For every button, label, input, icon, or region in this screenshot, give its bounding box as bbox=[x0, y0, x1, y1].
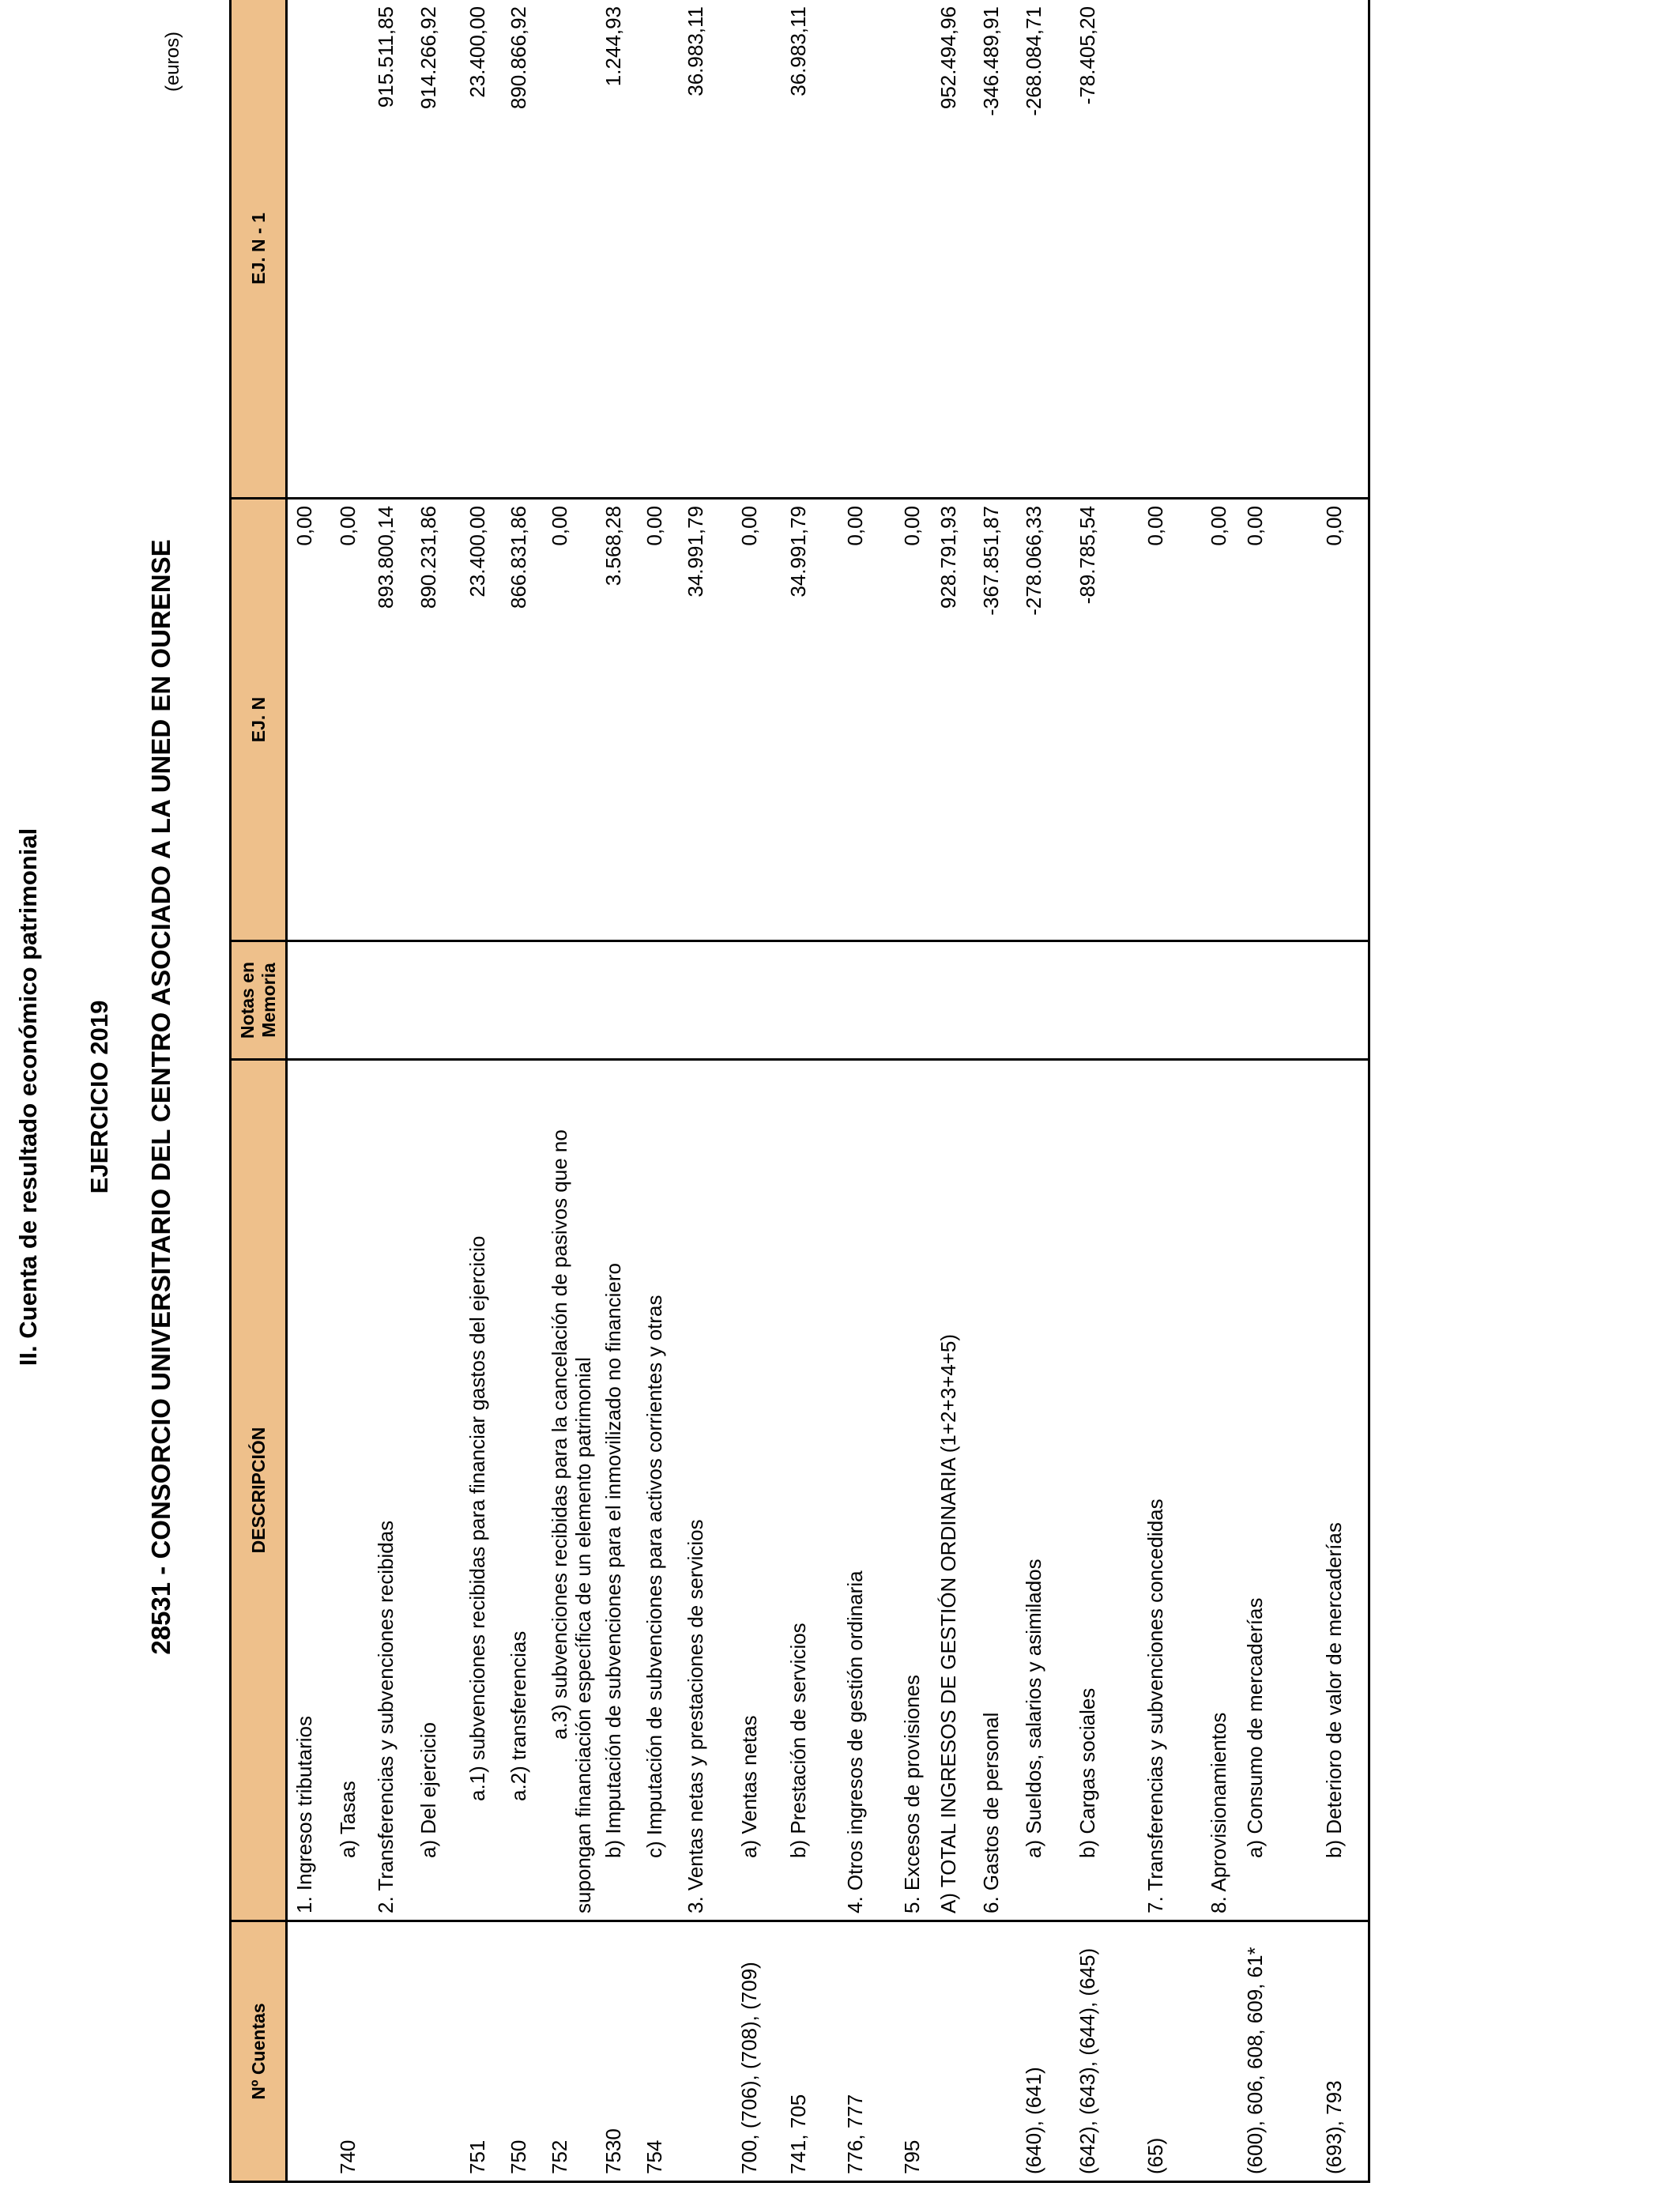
fiscal-year: EJERCICIO 2019 bbox=[85, 1000, 113, 1194]
account-codes: 754 bbox=[642, 1921, 684, 2182]
value-ej-n1: 36.983,11 bbox=[684, 0, 737, 499]
account-codes bbox=[374, 1921, 416, 2182]
account-codes: (600), 606, 608, 609, 61* bbox=[1243, 1921, 1322, 2182]
value-ej-n1 bbox=[642, 0, 684, 499]
row-description: a) Del ejercicio bbox=[416, 1060, 465, 1921]
value-ej-n1: -78.405,20 bbox=[1075, 0, 1143, 499]
value-ej-n1 bbox=[1143, 0, 1207, 499]
value-ej-n1 bbox=[737, 0, 786, 499]
value-ej-n: 0,00 bbox=[1207, 499, 1243, 941]
table-row bbox=[936, 0, 979, 2182]
table-row bbox=[1243, 0, 1322, 2182]
row-description: A) TOTAL INGRESOS DE GESTIÓN ORDINARIA (1+2+3+4+5) bbox=[936, 1060, 979, 1921]
account-codes: (65) bbox=[1143, 1921, 1207, 2182]
notes-cell bbox=[601, 941, 642, 1060]
column-header-notes bbox=[231, 941, 287, 1060]
entity-name: 28531 - CONSORCIO UNIVERSITARIO DEL CENTRO ASOCIADO A LA UNED EN OURENSE bbox=[146, 539, 175, 1655]
value-ej-n: 0,00 bbox=[1243, 499, 1322, 941]
account-codes bbox=[684, 1921, 737, 2182]
value-ej-n: 866.831,86 bbox=[507, 499, 548, 941]
value-ej-n1: 23.400,00 bbox=[465, 0, 507, 499]
value-ej-n1: 915.511,85 bbox=[374, 0, 416, 499]
column-header-accounts: Nº Cuentas bbox=[231, 1921, 287, 2182]
value-ej-n1 bbox=[548, 0, 601, 499]
value-ej-n: 893.800,14 bbox=[374, 499, 416, 941]
account-codes: 751 bbox=[465, 1921, 507, 2182]
notes-cell bbox=[979, 941, 1022, 1060]
value-ej-n1: -346.489,91 bbox=[979, 0, 1022, 499]
value-ej-n: 0,00 bbox=[737, 499, 786, 941]
notes-cell bbox=[416, 941, 465, 1060]
table-row bbox=[1022, 0, 1075, 2182]
row-description: 1. Ingresos tributarios bbox=[287, 1060, 336, 1921]
notes-cell bbox=[1322, 941, 1369, 1060]
notes-cell bbox=[1207, 941, 1243, 1060]
row-description: 3. Ventas netas y prestaciones de servicios bbox=[684, 1060, 737, 1921]
notes-cell bbox=[465, 941, 507, 1060]
value-ej-n: 0,00 bbox=[843, 499, 900, 941]
column-header-description: DESCRIPCIÓN bbox=[231, 1060, 287, 1921]
value-ej-n: -89.785,54 bbox=[1075, 499, 1143, 941]
table-row bbox=[900, 0, 936, 2182]
account-codes bbox=[979, 1921, 1022, 2182]
value-ej-n1 bbox=[900, 0, 936, 499]
notes-cell bbox=[336, 941, 374, 1060]
table-row bbox=[737, 0, 786, 2182]
table-row bbox=[1143, 0, 1207, 2182]
notes-cell bbox=[1143, 941, 1207, 1060]
value-ej-n: 0,00 bbox=[1143, 499, 1207, 941]
table-row bbox=[374, 0, 416, 2182]
row-description: c) Imputación de subvenciones para activos corrientes y otras bbox=[642, 1060, 684, 1921]
column-header-ej-n1: EJ. N - 1 bbox=[231, 0, 287, 499]
income-statement-table bbox=[229, 0, 1370, 2183]
notes-cell bbox=[287, 941, 336, 1060]
value-ej-n1 bbox=[843, 0, 900, 499]
row-description: b) Prestación de servicios bbox=[786, 1060, 843, 1921]
row-description: b) Deterioro de valor de mercaderías bbox=[1322, 1060, 1369, 1921]
notes-cell bbox=[1022, 941, 1075, 1060]
value-ej-n: 0,00 bbox=[900, 499, 936, 941]
table-row bbox=[336, 0, 374, 2182]
value-ej-n: 0,00 bbox=[287, 499, 336, 941]
currency-unit: (euros) bbox=[162, 32, 183, 92]
row-description: 6. Gastos de personal bbox=[979, 1060, 1022, 1921]
value-ej-n: 0,00 bbox=[642, 499, 684, 941]
value-ej-n: -278.066,33 bbox=[1022, 499, 1075, 941]
value-ej-n: 0,00 bbox=[548, 499, 601, 941]
notes-cell bbox=[900, 941, 936, 1060]
report-title: II. Cuenta de resultado económico patrimonial bbox=[14, 827, 42, 1367]
account-codes: 795 bbox=[900, 1921, 936, 2182]
account-codes: 752 bbox=[548, 1921, 601, 2182]
value-ej-n1: 1.244,93 bbox=[601, 0, 642, 499]
account-codes: (693), 793 bbox=[1322, 1921, 1369, 2182]
account-codes: 740 bbox=[336, 1921, 374, 2182]
account-codes: 700, (706), (708), (709) bbox=[737, 1921, 786, 2182]
account-codes bbox=[936, 1921, 979, 2182]
table-row bbox=[1207, 0, 1243, 2182]
row-description: a) Sueldos, salarios y asimilados bbox=[1022, 1060, 1075, 1921]
notes-cell bbox=[548, 941, 601, 1060]
value-ej-n1: 36.983,11 bbox=[786, 0, 843, 499]
column-header-ej-n: EJ. N bbox=[231, 499, 287, 941]
notes-cell bbox=[936, 941, 979, 1060]
notes-cell bbox=[1243, 941, 1322, 1060]
table-row bbox=[287, 0, 336, 2182]
account-codes bbox=[287, 1921, 336, 2182]
notes-cell bbox=[507, 941, 548, 1060]
value-ej-n1: 952.494,96 bbox=[936, 0, 979, 499]
value-ej-n: 928.791,93 bbox=[936, 499, 979, 941]
account-codes bbox=[1207, 1921, 1243, 2182]
row-description: a) Consumo de mercaderías bbox=[1243, 1060, 1322, 1921]
table-header-row bbox=[231, 0, 287, 2182]
value-ej-n1 bbox=[1207, 0, 1243, 499]
value-ej-n1: 890.866,92 bbox=[507, 0, 548, 499]
value-ej-n: -367.851,87 bbox=[979, 499, 1022, 941]
row-description: a.2) transferencias bbox=[507, 1060, 548, 1921]
notes-cell bbox=[684, 941, 737, 1060]
account-codes: (642), (643), (644), (645) bbox=[1075, 1921, 1143, 2182]
table-row bbox=[979, 0, 1022, 2182]
value-ej-n: 34.991,79 bbox=[786, 499, 843, 941]
value-ej-n: 0,00 bbox=[336, 499, 374, 941]
table-row bbox=[1075, 0, 1143, 2182]
row-description: 8. Aprovisionamientos bbox=[1207, 1060, 1243, 1921]
notes-header-line1: Notas en bbox=[237, 961, 258, 1039]
row-description: 2. Transferencias y subvenciones recibidas bbox=[374, 1060, 416, 1921]
table-row bbox=[548, 0, 601, 2182]
row-description: a) Tasas bbox=[336, 1060, 374, 1921]
account-codes: 7530 bbox=[601, 1921, 642, 2182]
account-codes bbox=[416, 1921, 465, 2182]
row-description: 5. Excesos de provisiones bbox=[900, 1060, 936, 1921]
account-codes: 750 bbox=[507, 1921, 548, 2182]
row-description: b) Imputación de subvenciones para el inmovilizado no financiero bbox=[601, 1060, 642, 1921]
value-ej-n: 34.991,79 bbox=[684, 499, 737, 941]
value-ej-n: 890.231,86 bbox=[416, 499, 465, 941]
table-row bbox=[684, 0, 737, 2182]
account-codes: (640), (641) bbox=[1022, 1921, 1075, 2182]
row-description: a.1) subvenciones recibidas para financiar gastos del ejercicio bbox=[465, 1060, 507, 1921]
table-row bbox=[1322, 0, 1369, 2182]
table-row bbox=[601, 0, 642, 2182]
row-description: a) Ventas netas bbox=[737, 1060, 786, 1921]
table-row bbox=[416, 0, 465, 2182]
row-description: a.3) subvenciones recibidas para la cancelación de pasivos que no supongan financiación específica de un elemento patrimonial bbox=[548, 1060, 601, 1921]
value-ej-n1 bbox=[1322, 0, 1369, 499]
table-row bbox=[465, 0, 507, 2182]
notes-cell bbox=[1075, 941, 1143, 1060]
row-description: b) Cargas sociales bbox=[1075, 1060, 1143, 1921]
table-row bbox=[786, 0, 843, 2182]
table-row bbox=[507, 0, 548, 2182]
table-row bbox=[642, 0, 684, 2182]
value-ej-n: 0,00 bbox=[1322, 499, 1369, 941]
value-ej-n1 bbox=[1243, 0, 1322, 499]
value-ej-n: 3.568,28 bbox=[601, 499, 642, 941]
notes-cell bbox=[737, 941, 786, 1060]
notes-cell bbox=[843, 941, 900, 1060]
table-row bbox=[843, 0, 900, 2182]
row-description: 7. Transferencias y subvenciones concedidas bbox=[1143, 1060, 1207, 1921]
value-ej-n: 23.400,00 bbox=[465, 499, 507, 941]
value-ej-n1: 914.266,92 bbox=[416, 0, 465, 499]
notes-cell bbox=[374, 941, 416, 1060]
account-codes: 776, 777 bbox=[843, 1921, 900, 2182]
account-codes: 741, 705 bbox=[786, 1921, 843, 2182]
value-ej-n1 bbox=[287, 0, 336, 499]
row-description: 4. Otros ingresos de gestión ordinaria bbox=[843, 1060, 900, 1921]
value-ej-n1 bbox=[336, 0, 374, 499]
notes-header-line2: Memoria bbox=[258, 963, 279, 1038]
value-ej-n1: -268.084,71 bbox=[1022, 0, 1075, 499]
notes-cell bbox=[786, 941, 843, 1060]
notes-cell bbox=[642, 941, 684, 1060]
